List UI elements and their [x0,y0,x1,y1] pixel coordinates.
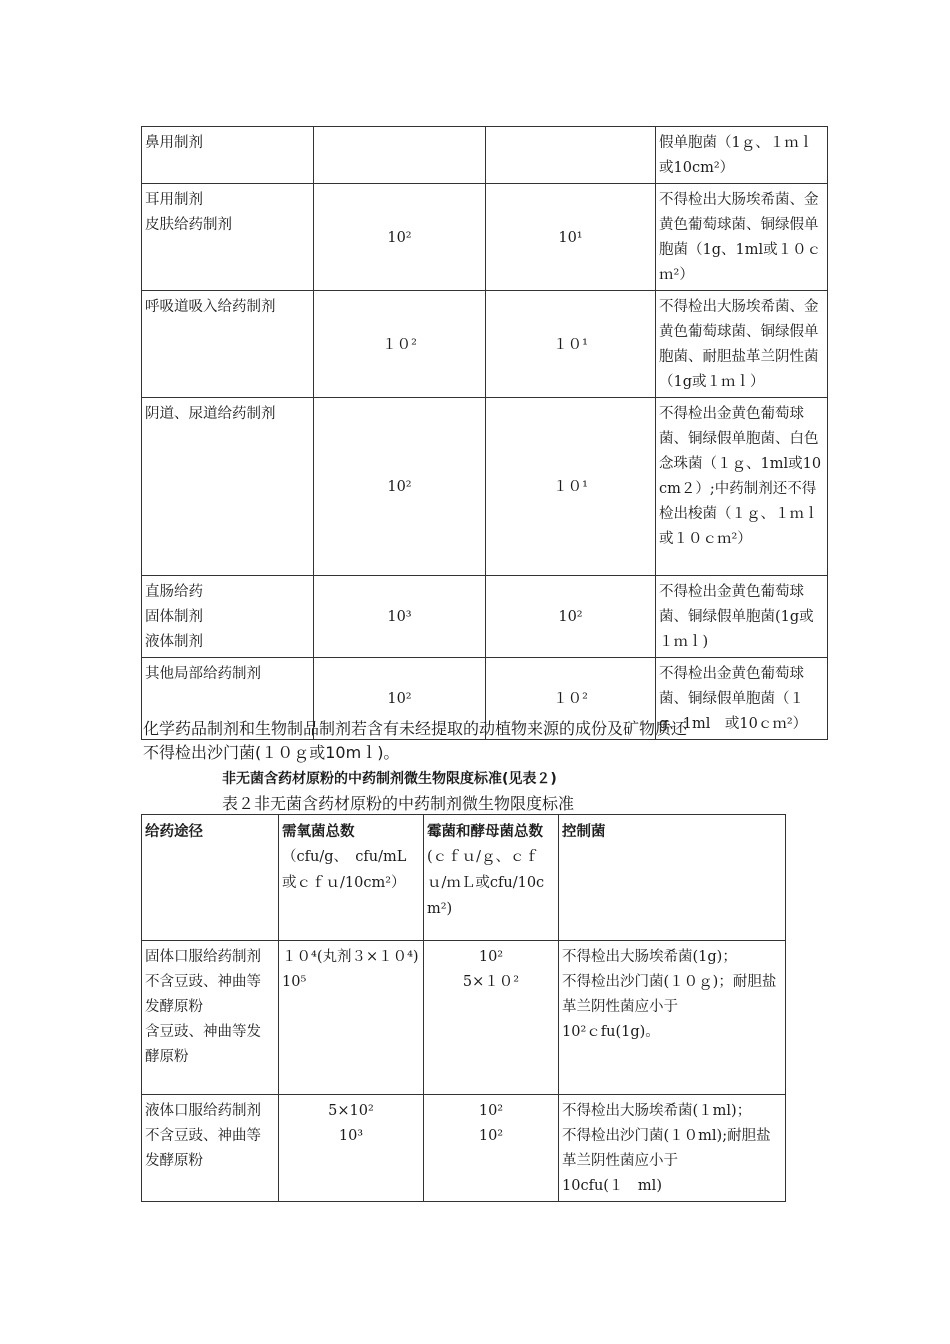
route-cell: 固体口服给药制剂 不含豆豉、神曲等发酵原粉 含豆豉、神曲等发酵原粉 [142,941,279,1095]
mold-count-cell: １０¹ [486,291,656,398]
aerobic-count-cell: 5×10² 10³ [279,1095,424,1202]
table-2-caption: 表２非无菌含药材原粉的中药制剂微生物限度标准 [222,794,575,813]
aerobic-count-cell: １０² [314,291,486,398]
table-header-row [142,815,786,941]
table-row [142,184,828,291]
control-bacteria-cell: 不得检出大肠埃希菌、金黄色葡萄球菌、铜绿假单胞菌、耐胆盐革兰阴性菌（1g或１ｍｌ） [656,291,828,398]
control-bacteria-cell: 不得检出大肠埃希菌(1g)； 不得检出沙门菌(１０ｇ)；耐胆盐革兰阴性菌应小于 10²ｃfu(1g)。 [559,941,786,1095]
microbial-limit-table-1 [141,126,833,740]
control-bacteria-cell: 不得检出大肠埃希菌(１ml)； 不得检出沙门菌(１０ml);耐胆盐革兰阴性菌应小于 10cfu(１ ml) [559,1095,786,1202]
header-control-bacteria: 控制菌 [559,815,786,941]
aerobic-count-cell [314,127,486,184]
control-bacteria-cell: 不得检出金黄色葡萄球菌、铜绿假单胞菌(1g或１ｍｌ) [656,576,828,658]
table-row [142,291,828,398]
header-route: 给药途径 [142,815,279,941]
control-bacteria-cell: 不得检出金黄色葡萄球菌、铜绿假单胞菌（１g、1ml 或10ｃｍ²） [656,658,828,740]
mold-count-cell: 10² 5×１０² [424,941,559,1095]
note-line-2: 不得检出沙门菌(１０ｇ或10mｌ)。 [143,743,400,762]
mold-count-cell: １０² [486,658,656,740]
route-cell: 呼吸道吸入给药制剂 [142,291,314,398]
control-bacteria-cell: 不得检出大肠埃希菌、金黄色葡萄球菌、铜绿假单胞菌（1g、1ml或１０ｃｍ²） [656,184,828,291]
mold-count-cell [486,127,656,184]
header-aerobic-count: 需氧菌总数 （cfu/g、 cfu/mL或ｃｆｕ/10cm²） [279,815,424,941]
mold-count-cell: １０¹ [486,398,656,576]
control-bacteria-cell: 假单胞菌（1ｇ、１ｍｌ 或10cm²） [656,127,828,184]
aerobic-count-cell: 10³ [314,576,486,658]
table-row [142,127,828,184]
mold-count-cell: 10² 10² [424,1095,559,1202]
route-cell: 直肠给药 固体制剂 液体制剂 [142,576,314,658]
table-row [142,398,828,576]
route-cell: 耳用制剂 皮肤给药制剂 [142,184,314,291]
table-row [142,1095,786,1202]
route-cell: 鼻用制剂 [142,127,314,184]
aerobic-count-cell: 10² [314,398,486,576]
note-line-1: 化学药品制剂和生物制品制剂若含有未经提取的动植物来源的成份及矿物质还 [143,719,688,738]
section-title: 非无菌含药材原粉的中药制剂微生物限度标准(见表２) [222,771,557,787]
route-cell: 其他局部给药制剂 [142,658,314,740]
microbial-limit-table-2 [141,814,786,1202]
header-mold-count: 霉菌和酵母菌总数 (ｃｆｕ/ｇ、ｃｆｕ/ｍＬ或cfu/10cm²) [424,815,559,941]
table-row [142,941,786,1095]
mold-count-cell: 10² [486,576,656,658]
aerobic-count-cell: １０⁴(丸剂３×１０⁴) 10⁵ [279,941,424,1095]
route-cell: 阴道、尿道给药制剂 [142,398,314,576]
mold-count-cell: 10¹ [486,184,656,291]
table-row [142,576,828,658]
aerobic-count-cell: 10² [314,658,486,740]
route-cell: 液体口服给药制剂 不含豆豉、神曲等发酵原粉 [142,1095,279,1202]
control-bacteria-cell: 不得检出金黄色葡萄球菌、铜绿假单胞菌、白色念珠菌（１ｇ、1ml或10cm２）;中药制剂还不得检出梭菌（１ｇ、１ｍｌ 或１０ｃｍ²） [656,398,828,576]
aerobic-count-cell: 10² [314,184,486,291]
